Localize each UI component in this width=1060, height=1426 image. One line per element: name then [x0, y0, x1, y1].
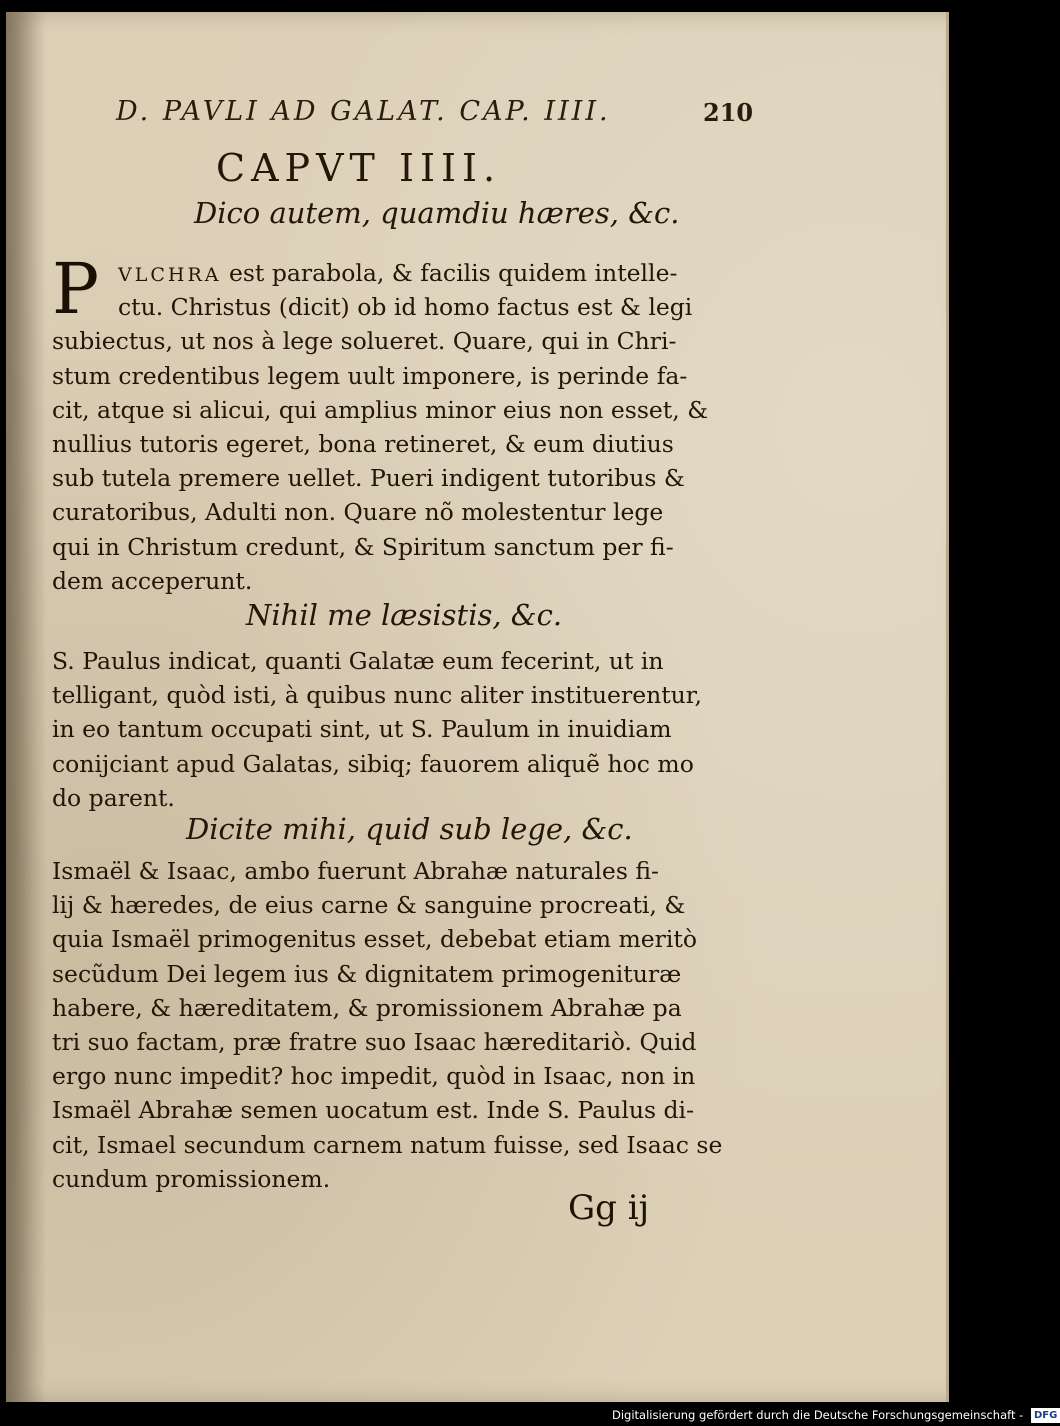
- text-line: telligant, quòd isti, à quibus nunc aliter instituerentur,: [52, 681, 702, 710]
- running-head: [116, 96, 756, 136]
- section-lemma: Dicite mihi, quid sub lege, &c.: [186, 812, 633, 846]
- text-line: conijciant apud Galatas, sibiq; fauorem aliquẽ hoc mo: [52, 749, 694, 778]
- text-line: qui in Christum credunt, & Spiritum sanctum per fi-: [52, 532, 674, 561]
- text-line: cit, Ismael secundum carnem natum fuisse, sed Isaac se: [52, 1130, 723, 1159]
- page-number: 210: [703, 98, 754, 127]
- paragraph: [52, 248, 742, 598]
- signature-mark: Gg ij: [568, 1188, 650, 1228]
- book-page: [6, 12, 949, 1402]
- text-line: habere, & hæreditatem, & promissionem Abrahæ pa: [52, 993, 682, 1022]
- chapter-title: CAPVT IIII.: [216, 146, 502, 190]
- text-line: ergo nunc impedit? hoc impedit, quòd in Isaac, non in: [52, 1062, 696, 1091]
- text-line: subiectus, ut nos à lege solueret. Quare, qui in Chri-: [52, 327, 677, 356]
- text-line: lij & hæredes, de eius carne & sanguine procreati, &: [52, 891, 686, 920]
- first-word: VLCHRA: [118, 264, 222, 286]
- text-line: S. Paulus indicat, quanti Galatæ eum fecerint, ut in: [52, 647, 664, 675]
- funding-credit: [612, 1404, 1058, 1426]
- text-line: sub tutela premere uellet. Pueri indigent tutoribus &: [52, 464, 685, 493]
- page-gutter-shadow: [6, 12, 46, 1402]
- text-line: tri suo factam, præ fratre suo Isaac hæreditariò. Quid: [52, 1027, 697, 1056]
- text-line: do parent.: [52, 783, 175, 812]
- text-line: Ismaël & Isaac, ambo fuerunt Abrahæ naturales fi-: [52, 857, 659, 885]
- text-line-content: est parabola, & facilis quidem intelle-: [228, 259, 678, 287]
- text-line: in eo tantum occupati sint, ut S. Paulum in inuidiam: [52, 715, 672, 744]
- text-line: quia Ismaël primogenitus esset, debebat etiam meritò: [52, 925, 697, 954]
- paragraph: [52, 854, 742, 1196]
- funding-credit-text: Digitalisierung gefördert durch die Deutsche Forschungsgemeinschaft -: [612, 1408, 1024, 1422]
- drop-initial: P: [52, 248, 100, 330]
- text-line: cit, atque si alicui, qui amplius minor eius non esset, &: [52, 395, 709, 424]
- section-lemma: Dico autem, quamdiu hæres, &c.: [194, 196, 680, 230]
- dfg-logo: DFG: [1031, 1408, 1060, 1423]
- running-head-title: D. PAVLI AD GALAT. CAP. IIII.: [116, 96, 611, 127]
- text-line: ctu. Christus (dicit) ob id homo factus est & legi: [118, 293, 693, 322]
- text-line: stum credentibus legem uult imponere, is perinde fa-: [52, 361, 688, 390]
- text-line: cundum promissionem.: [52, 1164, 331, 1193]
- section-lemma: Nihil me læsistis, &c.: [246, 598, 563, 632]
- text-line: secũdum Dei legem ius & dignitatem primogenituræ: [52, 959, 682, 988]
- text-line: dem acceperunt.: [52, 566, 253, 595]
- text-line: nullius tutoris egeret, bona retineret, & eum diutius: [52, 429, 674, 458]
- paragraph: [52, 644, 742, 815]
- text-line: curatoribus, Adulti non. Quare nõ molestentur lege: [52, 498, 664, 527]
- text-line: Ismaël Abrahæ semen uocatum est. Inde S. Paulus di-: [52, 1096, 695, 1125]
